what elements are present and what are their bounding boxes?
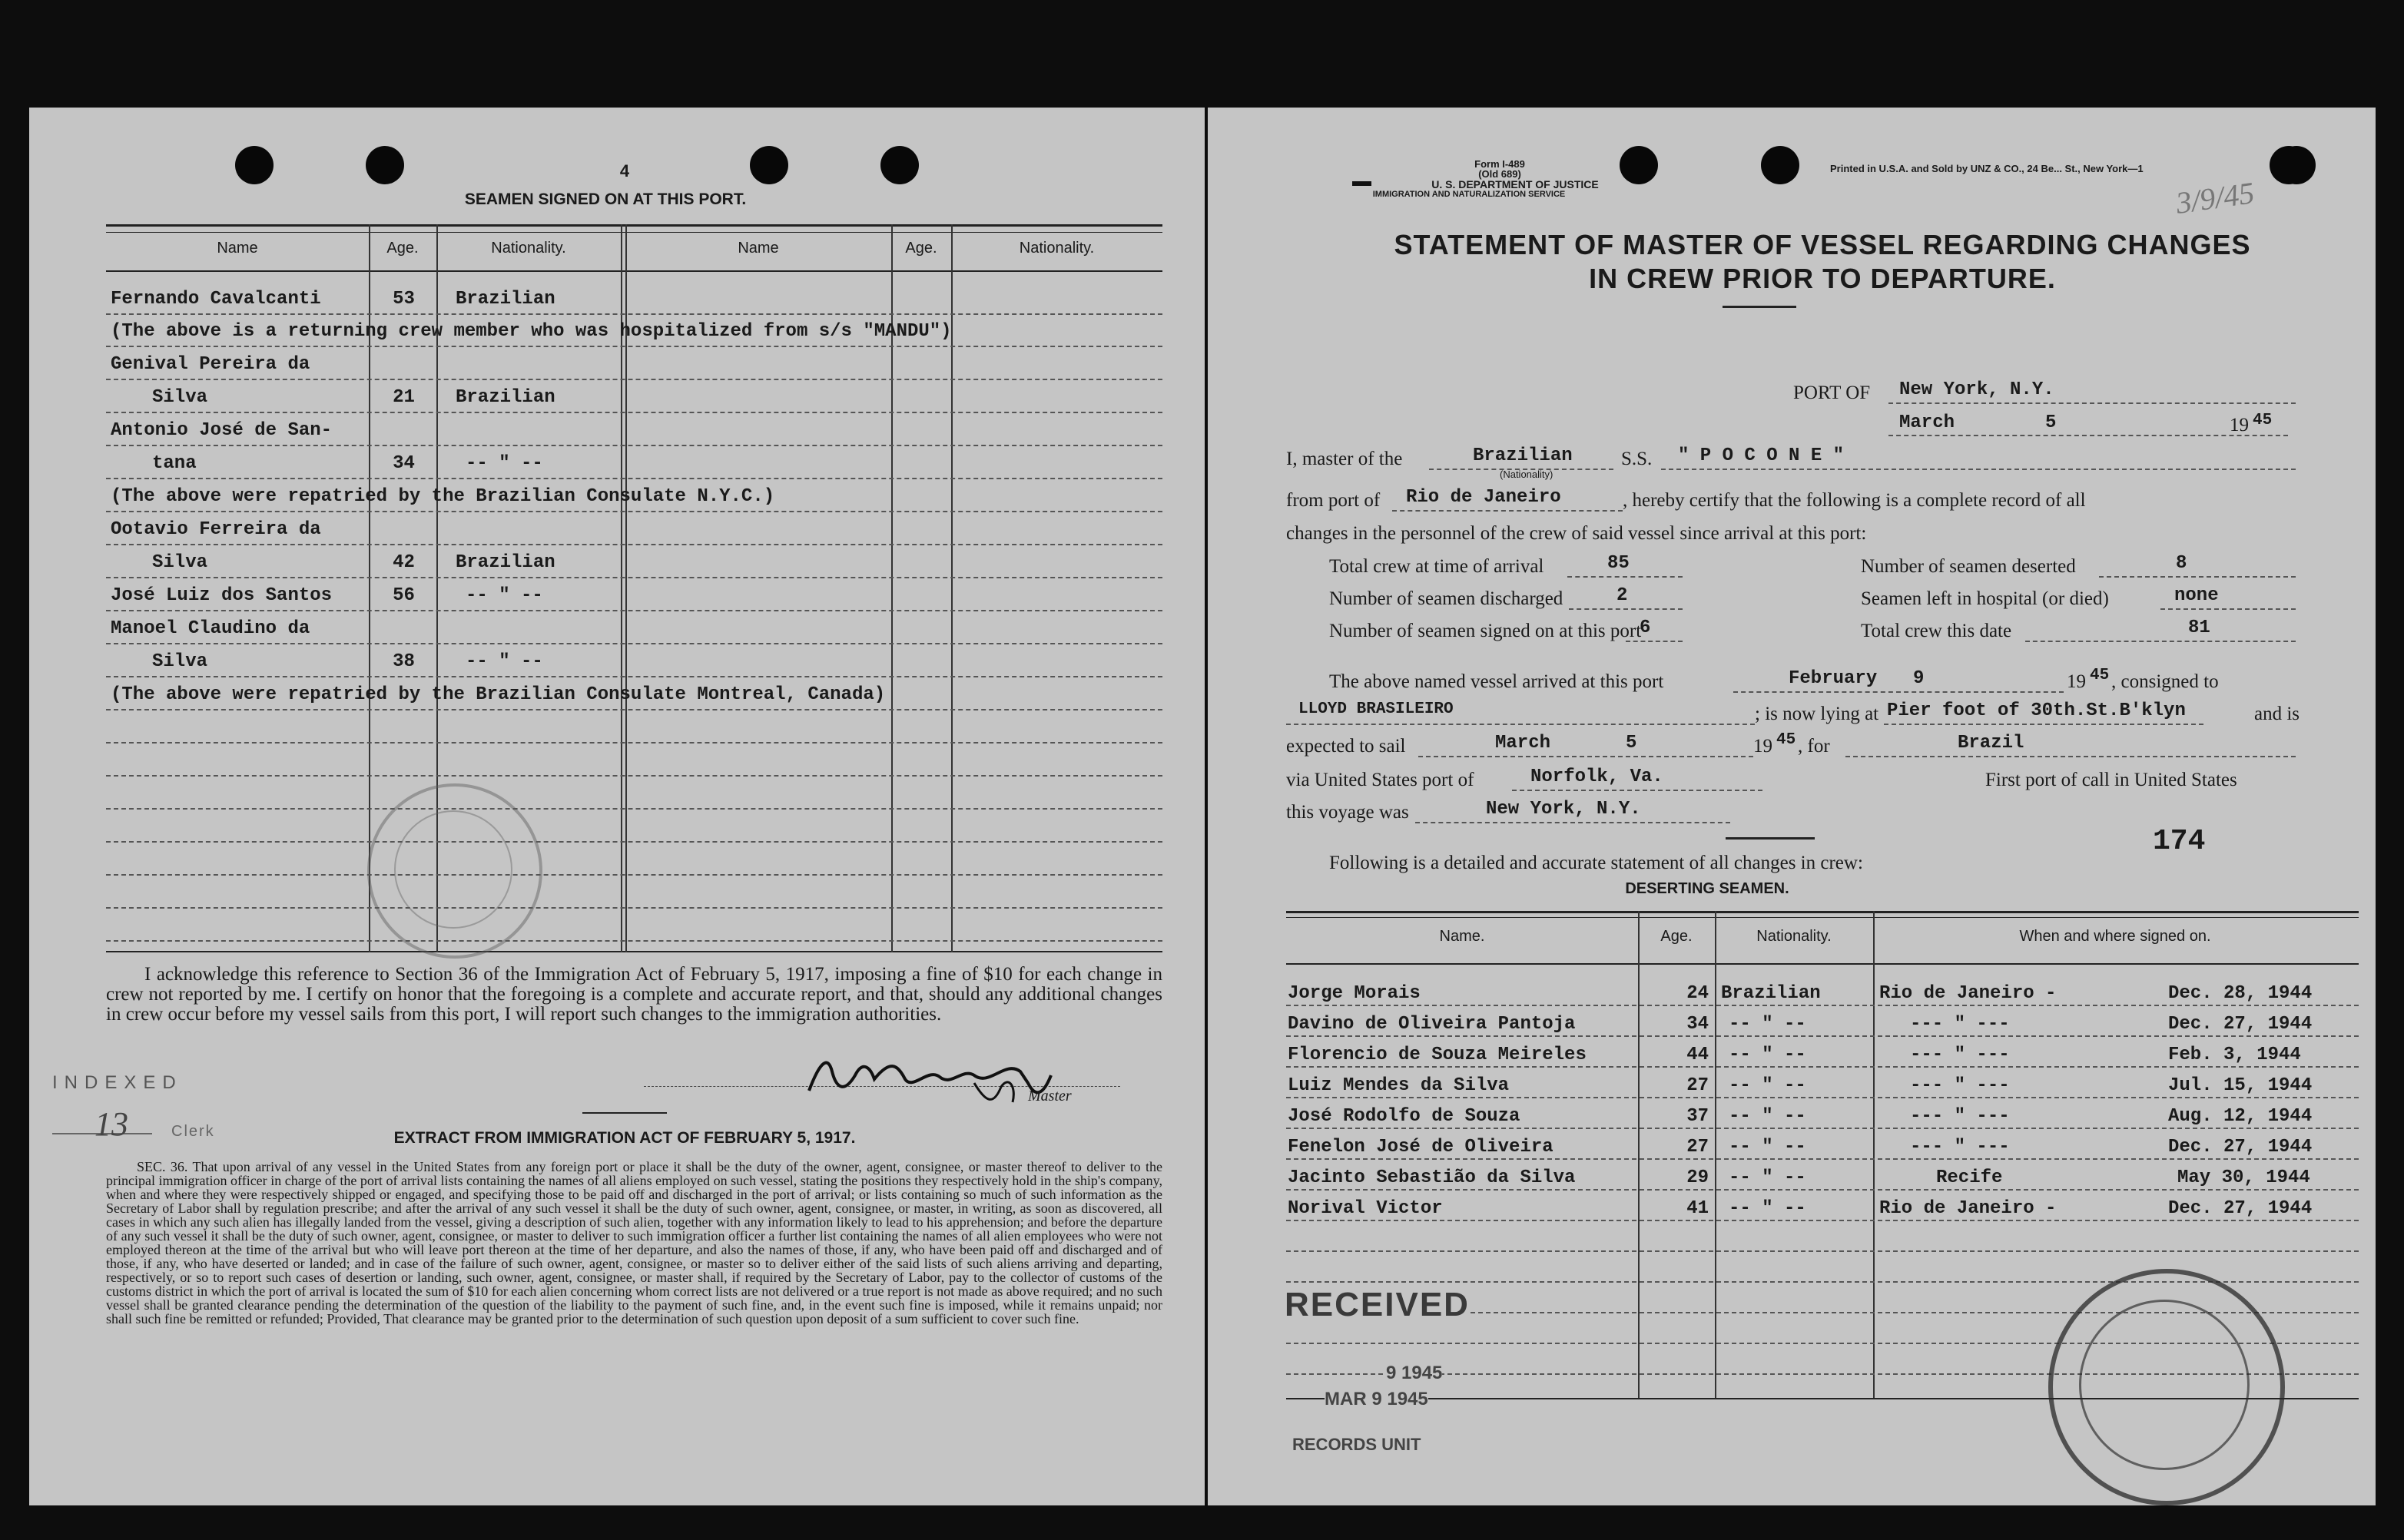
department: U. S. DEPARTMENT OF JUSTICE [1431,178,1599,190]
title-rule [1723,306,1796,308]
count-line [2025,641,2296,642]
deserter-nationality: -- " -- [1729,1137,1806,1157]
form-title-line2: IN CREW PRIOR TO DEPARTURE. [1589,263,2056,294]
row-line [1286,1035,2359,1037]
crew-name: Genival Pereira da [111,354,310,375]
sail-line [1418,756,1753,757]
row-line [106,907,1162,909]
service: IMMIGRATION AND NATURALIZATION SERVICE [1372,190,1566,199]
row-line [1286,1220,2359,1221]
deserter-age: 24 [1686,983,1709,1004]
nationality-caption: (Nationality) [1500,469,1553,480]
row-line [106,313,1162,315]
via-line [1512,790,1762,791]
total-crew-arrival-label: Total crew at time of arrival [1329,556,1544,577]
first-port-value: New York, N.Y. [1486,799,1641,820]
lying-line [1884,724,2203,725]
row-line [106,841,1162,843]
crew-age: 42 [393,552,415,573]
deserter-age: 37 [1686,1106,1709,1127]
table-top-rule [1286,917,2359,918]
date-day: 5 [2045,412,2057,433]
row-line [106,379,1162,380]
crew-note: (The above were repatried by the Brazilian Consulate Montreal, Canada) [111,684,886,705]
col-header-nationality-2: Nationality. [1019,240,1095,257]
row-line [106,445,1162,446]
crew-nationality: Brazilian [456,387,555,408]
hospital: none [2174,585,2219,606]
total-crew-date: 81 [2188,618,2210,638]
row-line [106,874,1162,876]
signed-on-label: Number of seamen signed on at this port [1329,621,1642,641]
nationality-value: Brazilian [1473,445,1573,466]
lying-value: Pier foot of 30th.St.B'klyn [1887,700,2186,721]
row-line [106,775,1162,777]
form-mark [1352,181,1371,186]
sail-year: 45 [1776,731,1796,749]
date-line [1888,435,2288,436]
deserter-nationality: -- " -- [1729,1045,1806,1065]
form-title-line1: STATEMENT OF MASTER OF VESSEL REGARDING CHANGES [1394,229,2251,260]
row-line [1286,1128,2359,1129]
punch-hole [880,146,919,184]
received-stamp-inner [394,810,512,929]
master-label: Master [1028,1088,1072,1104]
count-line [1569,608,1683,610]
crew-name: Silva [152,552,208,573]
deserter-name: Luiz Mendes da Silva [1288,1075,1510,1096]
count-line [1567,576,1683,578]
punch-hole [366,146,404,184]
deserter-nationality: -- " -- [1729,1014,1806,1035]
and-is: and is [2254,704,2300,724]
crew-name: Ootavio Ferreira da [111,519,321,540]
deserter-date: Aug. 12, 1944 [2168,1106,2313,1127]
expected-label: expected to sail [1286,736,1406,757]
row-line [1286,1066,2359,1068]
deserter-place: Rio de Janeiro - [1879,1198,2057,1219]
crew-nationality: -- " -- [466,585,543,606]
crew-name: Silva [152,387,208,408]
punch-hole [235,146,274,184]
row-line [1286,1250,2359,1252]
clerk-label: Clerk [171,1123,215,1140]
received-stamp-text: RECEIVED [1285,1286,1470,1323]
punch-hole [750,146,788,184]
crew-name: Manoel Claudino da [111,618,310,639]
total-crew-arrival: 85 [1607,553,1630,574]
from-port-value: Rio de Janeiro [1406,487,1561,508]
crew-age: 34 [393,453,415,474]
deserter-place: Rio de Janeiro - [1879,983,2057,1004]
master-of-label: I, master of the [1286,449,1403,469]
left-page [29,108,1205,1505]
sail-month: March [1495,733,1551,753]
extract-text: SEC. 36. That upon arrival of any vessel in the United States from any foreign port or place it shall be the duty of the owner, agent, consignee, or master thereof to deliver to the principal immigration officer in charge of the port of arrival lists containing the names of all aliens employed on such vessel, stating the positions they respectively hold in the ship's company, when and where they were respectively shipped or engaged, and specifying those to be paid off and discharged in the port of arrival; or lists containing so much of such information as the Secretary of Labor shall by regulation prescribe; and after the arrival of any such vessel it shall be the duty of such owner, agent, consignee, or master, in writing, as soon as discovered, all cases in which any such alien has illegally landed from the vessel, giving a description of such alien, together with any information likely to lead to his apprehension; and before the departure of any such vessel it shall be the duty of such owner, agent, consignee, or master to deliver to such immigration officer a further list containing the names of all alien employees who were not employed thereon at the time of the arrival but who will leave port thereon at the time of her departure, and also the names of those, if any, who have been paid off and discharged and of those, if any, who have deserted or landed; and in case of the failure of such owner, agent, consignee, or master so to deliver either of the said lists of such aliens arriving and departing, respectively, or so to report such cases of desertion or landing, such owner, agent, consignee, or master shall, if required by the Secretary of Labor, pay to the collector of customs of the customs district in which the port of arrival is located the sum of $10 for each alien concerning whom correct lists are not delivered or a true report is not made as above required; and no such vessel shall be granted clearance pending the determination of the question of the liability to the payment of such fine, and, in the event such fine is imposed, while it remains unpaid; nor shall such fine be remitted or refunded; Provided, That clearance may be granted prior to the determination of such question upon deposit of a sum sufficient to cover such fine. [106,1159,1162,1326]
signed-on: 6 [1640,618,1651,638]
deserter-name: Fenelon José de Oliveira [1288,1137,1553,1157]
master-signature [797,1045,1120,1114]
first-port-line [1415,822,1730,823]
arrived-label: The above named vessel arrived at this port [1329,671,1664,692]
row-line [106,808,1162,810]
punch-hole [2277,146,2316,184]
handwritten-date: 3/9/45 [2174,175,2256,220]
changes-text: changes in the personnel of the crew of said vessel since arrival at this port: [1286,523,1867,544]
deserter-age: 27 [1686,1137,1709,1157]
deserter-age: 27 [1686,1075,1709,1096]
sail-day: 5 [1626,733,1637,753]
crew-name: Fernando Cavalcanti [111,289,321,310]
column-divider [1715,911,1716,1399]
deserter-age: 29 [1686,1167,1709,1188]
row-line [106,940,1162,942]
col-header-name-2: Name [738,240,779,257]
row-line [106,676,1162,677]
page-number: 4 [619,161,630,180]
deserter-nationality: -- " -- [1729,1167,1806,1188]
discharged: 2 [1616,585,1628,606]
crew-nationality: Brazilian [456,289,555,310]
row-line [106,346,1162,347]
crew-note: (The above is a returning crew member who was hospitalized from s/s "MANDU") [111,321,952,342]
date-year-prefix: 19 [2230,415,2249,436]
col-header-age: Age. [386,240,419,257]
indexed-stamp: INDEXED [52,1072,183,1093]
header-bottom-rule [1286,963,2359,965]
right-page [1208,108,2376,1505]
vessel-line [1661,469,2296,470]
deserted-label: Number of seamen deserted [1861,556,2076,577]
deserter-nationality: -- " -- [1729,1198,1806,1219]
deserter-nationality: Brazilian [1721,983,1821,1004]
acknowledgement-text: I acknowledge this reference to Section 36 of the Immigration Act of February 5, 1917, imposing a fine of $10 for each change in crew not reported by me. I certify on honor that the foregoing is a complete and accurate report, and that, should any additional changes in crew occur before my vessel sails from this port, I will report such changes to the immigration authorities. [106,964,1162,1025]
column-divider [1873,911,1875,1399]
deserter-date: Dec. 27, 1944 [2168,1014,2313,1035]
arrived-day: 9 [1913,668,1925,689]
crew-nationality: Brazilian [456,552,555,573]
following-text: Following is a detailed and accurate statement of all changes in crew: [1329,853,1863,873]
crew-name: tana [152,453,197,474]
number-174: 174 [2153,825,2206,858]
received-stamp-date1: 9 1945 [1386,1363,1443,1383]
row-line [106,478,1162,479]
col-header-name: Name. [1439,928,1485,945]
port-value: New York, N.Y. [1899,379,2054,400]
deserter-name: Jorge Morais [1288,983,1421,1004]
arrived-month: February [1789,668,1878,689]
deserter-nationality: -- " -- [1729,1075,1806,1096]
consignee: LLOYD BRASILEIRO [1298,700,1454,718]
arrived-year-prefix: 19 [2067,671,2086,692]
clerk-initials: 13 [95,1105,128,1143]
deserter-name: José Rodolfo de Souza [1288,1106,1520,1127]
port-line [1888,402,2296,404]
col-header-name: Name [217,240,258,257]
first-port-label: First port of call in United States [1985,770,2237,790]
crew-name: Silva [152,651,208,672]
deserter-place: --- " --- [1910,1075,2010,1096]
section-rule [1726,837,1815,840]
crew-nationality: -- " -- [466,651,543,672]
deserter-age: 41 [1686,1198,1709,1219]
arrived-line [1733,691,2064,693]
date-year: 45 [2253,412,2273,429]
row-line [1286,1158,2359,1160]
vessel-name: " P O C O N E " [1678,445,1845,466]
this-voyage-label: this voyage was [1286,802,1409,823]
crew-age: 53 [393,289,415,310]
row-line [106,412,1162,413]
deserter-date: Feb. 3, 1944 [2168,1045,2301,1065]
from-port-label: from port of [1286,490,1381,511]
certify-text: , hereby certify that the following is a complete record of all [1623,490,2086,511]
total-crew-date-label: Total crew this date [1861,621,2012,641]
crew-name: Antonio José de San- [111,420,333,441]
deserter-place: Recife [1936,1167,2003,1188]
deserter-date: Dec. 27, 1944 [2168,1198,2313,1219]
count-line [2099,576,2296,578]
deserter-date: Dec. 28, 1944 [2168,983,2313,1004]
destination-line [1845,756,2296,757]
circular-stamp-inner [2079,1300,2250,1470]
row-line [1286,1097,2359,1098]
col-header-age-2: Age. [905,240,937,257]
deserter-place: --- " --- [1910,1137,2010,1157]
form-number: Form I-489 [1474,158,1525,170]
table-top-rule [106,232,1162,233]
lying-label: ; is now lying at [1755,704,1879,724]
punch-hole [1761,146,1799,184]
deserter-age: 34 [1686,1014,1709,1035]
deserted: 8 [2176,553,2187,574]
section-title: SEAMEN SIGNED ON AT THIS PORT. [464,190,747,208]
sail-year-prefix: 19 [1753,736,1772,757]
deserter-date: May 30, 1944 [2177,1167,2310,1188]
records-unit-stamp: RECORDS UNIT [1292,1435,1421,1454]
received-stamp-date2: MAR 9 1945 [1325,1389,1428,1409]
extract-divider [582,1112,667,1114]
count-line [2160,608,2296,610]
row-line [106,643,1162,644]
crew-age: 38 [393,651,415,672]
consignee-line [1286,724,1755,725]
header-bottom-rule [106,270,1162,272]
port-label: PORT OF [1793,383,1871,403]
table-bottom-rule [106,951,1162,952]
deserter-nationality: -- " -- [1729,1106,1806,1127]
crew-age: 56 [393,585,415,606]
crew-age: 21 [393,387,415,408]
via-value: Norfolk, Va. [1530,767,1663,787]
col-header-nationality: Nationality. [491,240,566,257]
row-line [106,577,1162,578]
deserter-place: --- " --- [1910,1106,2010,1127]
form-old: (Old 689) [1478,168,1521,180]
deserter-date: Dec. 27, 1944 [2168,1137,2313,1157]
table-top-rule [1286,911,2359,913]
deserter-name: Davino de Oliveira Pantoja [1288,1014,1576,1035]
printer-line: Printed in U.S.A. and Sold by UNZ & CO., 24 Be... St., New York—1 [1830,163,2144,174]
crew-name: José Luiz dos Santos [111,585,333,606]
row-line [106,709,1162,710]
destination: Brazil [1958,733,2024,753]
row-line [106,511,1162,512]
from-port-line [1392,510,1623,512]
deserter-name: Norival Victor [1288,1198,1443,1219]
deserter-name: Jacinto Sebastião da Silva [1288,1167,1576,1188]
row-line [106,544,1162,545]
row-line [1286,1189,2359,1191]
via-label: via United States port of [1286,770,1474,790]
deserter-age: 44 [1686,1045,1709,1065]
col-header-nationality: Nationality. [1756,928,1832,945]
consigned-label: , consigned to [2111,671,2219,692]
row-line [1286,1005,2359,1006]
deserter-place: --- " --- [1910,1045,2010,1065]
count-line [1626,641,1683,642]
row-line [106,742,1162,744]
arrived-year: 45 [2090,667,2110,684]
col-header-signed-on: When and where signed on. [2019,928,2211,945]
extract-title: EXTRACT FROM IMMIGRATION ACT OF FEBRUARY 5, 1917. [393,1129,856,1147]
deserter-place: --- " --- [1910,1014,2010,1035]
ss-label: S.S. [1621,449,1653,469]
crew-note: (The above were repatried by the Brazilian Consulate N.Y.C.) [111,486,775,507]
col-header-age: Age. [1660,928,1693,945]
discharged-label: Number of seamen discharged [1329,588,1563,609]
deserting-title: DESERTING SEAMEN. [1625,880,1789,897]
for-label: , for [1798,736,1830,757]
hospital-label: Seamen left in hospital (or died) [1861,588,2109,609]
date-month: March [1899,412,1955,433]
table-top-rule [106,224,1162,227]
crew-nationality: -- " -- [466,453,543,474]
deserter-name: Florencio de Souza Meireles [1288,1045,1587,1065]
deserter-date: Jul. 15, 1944 [2168,1075,2313,1096]
row-line [106,610,1162,611]
